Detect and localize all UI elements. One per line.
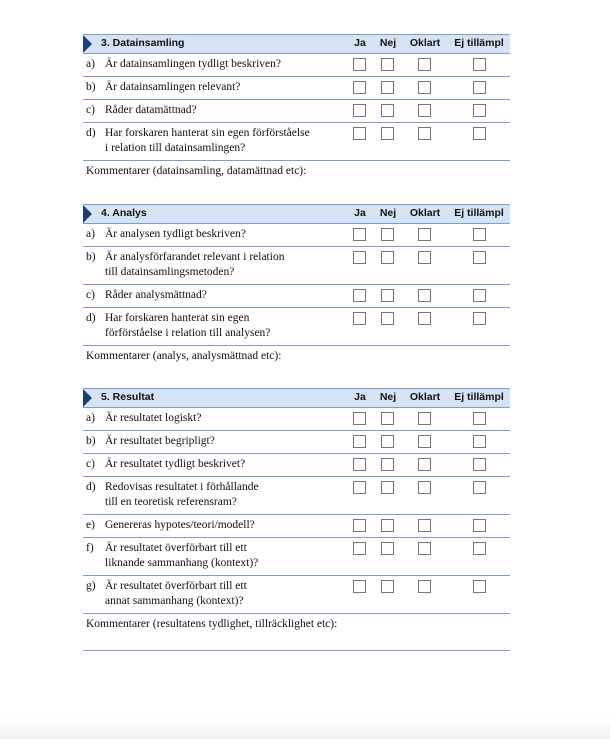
question-text-line: Är analysförfarandet relevant i relation xyxy=(105,251,285,263)
question-row xyxy=(83,54,510,77)
question-text-line: Är resultatet överförbart till ett xyxy=(105,542,247,554)
question-label: b) xyxy=(86,251,96,263)
page-bottom-shade xyxy=(0,717,610,739)
section-title: 5. Resultat xyxy=(101,391,155,403)
question-text-line: i relation till datainsamlingen? xyxy=(105,141,246,154)
question-row xyxy=(83,515,510,538)
section-5 xyxy=(83,388,510,634)
question-row xyxy=(83,77,510,100)
checkbox-0[interactable] xyxy=(353,435,366,448)
checkbox-3[interactable] xyxy=(473,228,486,241)
checkbox-0[interactable] xyxy=(353,519,366,532)
question-label: b) xyxy=(86,81,96,93)
checkbox-2[interactable] xyxy=(418,542,431,555)
checkbox-1[interactable] xyxy=(381,127,394,140)
checkbox-2[interactable] xyxy=(418,312,431,325)
checkbox-3[interactable] xyxy=(473,289,486,302)
checkbox-0[interactable] xyxy=(353,228,366,241)
checkbox-0[interactable] xyxy=(353,127,366,140)
checkbox-0[interactable] xyxy=(353,458,366,471)
question-label: c) xyxy=(86,289,95,301)
section-arrow-icon xyxy=(83,35,92,53)
checkbox-0[interactable] xyxy=(353,542,366,555)
question-text-line: till datainsamlingsmetoden? xyxy=(105,265,235,278)
question-row xyxy=(83,224,510,247)
question-text-line: Är resultatet tydligt beskrivet? xyxy=(105,458,246,470)
question-row xyxy=(83,247,510,285)
question-text-line: Är datainsamlingen relevant? xyxy=(105,81,241,93)
question-text-line: Har forskaren hanterat sin egen förförståelse xyxy=(105,127,310,139)
checkbox-1[interactable] xyxy=(381,251,394,264)
question-label: a) xyxy=(86,228,95,240)
checkbox-3[interactable] xyxy=(473,458,486,471)
checkbox-0[interactable] xyxy=(353,412,366,425)
question-text xyxy=(105,541,258,570)
checkbox-3[interactable] xyxy=(473,104,486,117)
checkbox-1[interactable] xyxy=(381,542,394,555)
question-text xyxy=(105,457,245,472)
question-text xyxy=(105,434,215,449)
checkbox-0[interactable] xyxy=(353,289,366,302)
column-header-0: Ja xyxy=(354,37,366,49)
question-label: f) xyxy=(86,542,94,554)
checkbox-3[interactable] xyxy=(473,412,486,425)
question-text-line: Är resultatet överförbart till ett xyxy=(105,580,247,592)
checkbox-0[interactable] xyxy=(353,58,366,71)
checkbox-1[interactable] xyxy=(381,289,394,302)
question-text xyxy=(105,518,255,533)
checkbox-3[interactable] xyxy=(473,481,486,494)
question-text xyxy=(105,80,240,95)
checkbox-0[interactable] xyxy=(353,580,366,593)
question-row xyxy=(83,100,510,123)
comment-area-bottom-line xyxy=(83,650,510,651)
section-header xyxy=(83,34,510,54)
question-label: d) xyxy=(86,312,96,324)
checkbox-1[interactable] xyxy=(381,312,394,325)
section-4 xyxy=(83,204,510,366)
question-text xyxy=(105,227,246,242)
section-title: 3. Datainsamling xyxy=(101,37,185,49)
question-label: c) xyxy=(86,458,95,470)
checkbox-2[interactable] xyxy=(418,289,431,302)
question-label: d) xyxy=(86,127,96,139)
checkbox-1[interactable] xyxy=(381,519,394,532)
question-text-line: Är analysen tydligt beskriven? xyxy=(105,228,246,240)
column-header-0: Ja xyxy=(354,207,366,219)
section-arrow-icon xyxy=(83,389,92,407)
question-row xyxy=(83,454,510,477)
question-text xyxy=(105,103,197,118)
section-header xyxy=(83,204,510,224)
checkbox-3[interactable] xyxy=(473,435,486,448)
checkbox-3[interactable] xyxy=(473,519,486,532)
column-header-2: Oklart xyxy=(409,37,441,49)
checkbox-2[interactable] xyxy=(418,481,431,494)
checkbox-3[interactable] xyxy=(473,251,486,264)
checkbox-2[interactable] xyxy=(418,104,431,117)
checkbox-2[interactable] xyxy=(418,435,431,448)
column-header-3: Ej tillämpl xyxy=(454,207,504,219)
checkbox-0[interactable] xyxy=(353,251,366,264)
checkbox-0[interactable] xyxy=(353,104,366,117)
question-text-line: Är resultatet logiskt? xyxy=(105,412,202,424)
checkbox-0[interactable] xyxy=(353,312,366,325)
checkbox-1[interactable] xyxy=(381,458,394,471)
column-header-1: Nej xyxy=(379,207,397,219)
question-label: b) xyxy=(86,435,96,447)
checkbox-2[interactable] xyxy=(418,228,431,241)
checkbox-1[interactable] xyxy=(381,580,394,593)
question-row xyxy=(83,576,510,614)
question-text-line: Är datainsamlingen tydligt beskriven? xyxy=(105,58,281,70)
checkbox-3[interactable] xyxy=(473,81,486,94)
comment-label: Kommentarer (analys, analysmättnad etc): xyxy=(86,350,282,362)
question-text xyxy=(105,126,310,155)
question-label: g) xyxy=(86,580,96,592)
checkbox-0[interactable] xyxy=(353,81,366,94)
question-text-line: Är resultatet begripligt? xyxy=(105,435,215,447)
question-text-line: Råder datamättnad? xyxy=(105,104,197,116)
question-text-line: Genereras hypotes/teori/modell? xyxy=(105,519,255,531)
question-text xyxy=(105,311,270,340)
checkbox-3[interactable] xyxy=(473,312,486,325)
checkbox-0[interactable] xyxy=(353,481,366,494)
question-label: c) xyxy=(86,104,95,116)
checkbox-1[interactable] xyxy=(381,81,394,94)
checkbox-2[interactable] xyxy=(418,412,431,425)
checkbox-3[interactable] xyxy=(473,58,486,71)
checkbox-2[interactable] xyxy=(418,251,431,264)
checkbox-3[interactable] xyxy=(473,127,486,140)
question-text-line: liknande sammanhang (kontext)? xyxy=(105,556,259,569)
column-header-2: Oklart xyxy=(409,207,441,219)
column-header-1: Nej xyxy=(379,391,397,403)
column-header-2: Oklart xyxy=(409,391,441,403)
column-header-3: Ej tillämpl xyxy=(454,37,504,49)
checkbox-1[interactable] xyxy=(381,435,394,448)
question-row xyxy=(83,285,510,308)
comment-label: Kommentarer (datainsamling, datamättnad etc): xyxy=(86,165,307,177)
question-label: a) xyxy=(86,412,95,424)
question-text xyxy=(105,288,207,303)
question-text-line: Har forskaren hanterat sin egen xyxy=(105,312,250,324)
question-text-line: till en teoretisk referensram? xyxy=(105,495,237,508)
question-text-line: förförståelse i relation till analysen? xyxy=(105,326,271,339)
column-header-3: Ej tillämpl xyxy=(454,391,504,403)
question-text xyxy=(105,250,284,279)
question-row xyxy=(83,308,510,346)
question-label: d) xyxy=(86,481,96,493)
checkbox-2[interactable] xyxy=(418,58,431,71)
question-row xyxy=(83,123,510,161)
checkbox-2[interactable] xyxy=(418,519,431,532)
question-text-line: Redovisas resultatet i förhållande xyxy=(105,481,259,493)
checkbox-1[interactable] xyxy=(381,104,394,117)
column-header-0: Ja xyxy=(354,391,366,403)
checkbox-3[interactable] xyxy=(473,542,486,555)
section-arrow-icon xyxy=(83,205,92,223)
question-row xyxy=(83,408,510,431)
checkbox-1[interactable] xyxy=(381,58,394,71)
question-text xyxy=(105,57,281,72)
question-text xyxy=(105,579,247,608)
checkbox-3[interactable] xyxy=(473,580,486,593)
checkbox-1[interactable] xyxy=(381,228,394,241)
question-row xyxy=(83,538,510,576)
checkbox-2[interactable] xyxy=(418,127,431,140)
question-label: a) xyxy=(86,58,95,70)
question-row xyxy=(83,477,510,515)
question-text xyxy=(105,480,259,509)
checkbox-2[interactable] xyxy=(418,458,431,471)
column-header-1: Nej xyxy=(379,37,397,49)
question-text xyxy=(105,411,201,426)
section-title: 4. Analys xyxy=(101,207,147,219)
question-label: e) xyxy=(86,519,95,531)
checkbox-1[interactable] xyxy=(381,481,394,494)
question-text-line: Råder analysmättnad? xyxy=(105,289,207,301)
section-header xyxy=(83,388,510,408)
checkbox-2[interactable] xyxy=(418,81,431,94)
question-row xyxy=(83,431,510,454)
checkbox-2[interactable] xyxy=(418,580,431,593)
checkbox-1[interactable] xyxy=(381,412,394,425)
section-3 xyxy=(83,34,510,181)
question-text-line: annat sammanhang (kontext)? xyxy=(105,594,244,607)
comment-label: Kommentarer (resultatens tydlighet, tillräcklighet etc): xyxy=(86,618,338,630)
